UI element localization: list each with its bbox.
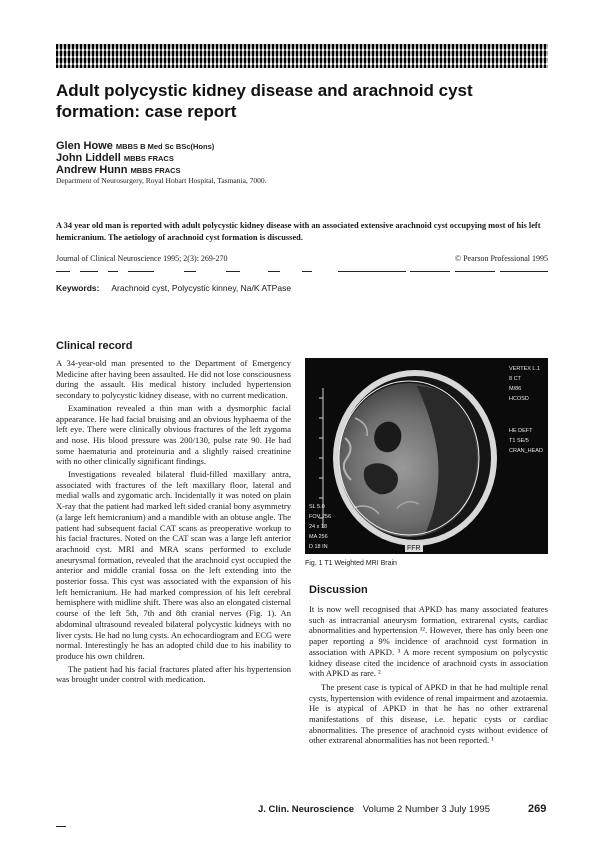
- rule-segment: [302, 271, 312, 272]
- rule-segment: [410, 271, 450, 272]
- footer-issue: Volume 2 Number 3 July 1995: [362, 804, 491, 815]
- author-name: Andrew Hunn: [56, 164, 128, 176]
- page-number: 269: [528, 803, 547, 815]
- figure-caption: Fig. 1 T1 Weighted MRI Brain: [305, 560, 397, 567]
- paragraph: A 34-year-old man presented to the Department of Emergency Medicine after having been assaulted. He did not lose consciousness during the assault. His medical history included hypertension secondary to polycystic kidney disease, with no current medication.: [56, 358, 291, 401]
- rule-segment: [184, 271, 196, 272]
- copyright: © Pearson Professional 1995: [455, 254, 548, 263]
- rule-segment: [268, 271, 280, 272]
- paragraph: It is now well recognised that APKD has many associated features such as intracranial aneurysm formation, extrarenal cysts, cardiac abnormalities and hypertension ¹². However, there has only been one paper reporting a 9% incidence of arachnoid cyst formation in association with APKD. ³ A more recent symposium on polycystic kidney disease cited the incidence of arachnoid cysts in association with APKD as rare. ²: [309, 604, 548, 679]
- paragraph: The patient had his facial fractures plated after his hypertension was brought under control with medication.: [56, 663, 291, 685]
- scan-label: D 18 IN: [309, 544, 328, 550]
- article-title: Adult polycystic kidney disease and arachnoid cyst formation: case report: [56, 81, 473, 121]
- scan-label: M/86: [509, 386, 522, 392]
- keywords-label: Keywords:: [56, 283, 100, 293]
- journal-banner: [56, 44, 548, 68]
- author-name: Glen Howe: [56, 140, 113, 152]
- rule-segment: [108, 271, 118, 272]
- paragraph: Investigations revealed bilateral fluid-filled maxillary antra, associated with fractures of the left maxillary floor, lateral and medial walls and zygomatic arch. Incidentally it was noted on plain X-ray that the patient had marked left sided cranial bony asymmetry (a large left hemicranium) and a mandible with an obtuse angle. The patient had subsequent facial CAT scans as preoperative workup to his facial fractures. Noted on the CAT scan was a large left anterior arachnoid cyst. MRI and MRA scans performed to exclude aneurysmal formation, revealed that the arachnoid cyst occupied the anterior and middle cranial fossa on the left extending into the posterior fossa. This cyst was associated with the expansion of his left hemicranium. He had marked compression of his left cerebral hemisphere with midline shift. There was also an elongated cisternal course of the left 5th, 7th and 8th cranial nerves (Fig. 1). An abdominal ultrasound revealed bilateral polycystic kidneys with no liver cysts. He had no lung cysts. An echocardiogram and ECG were normal. Interestingly he has an adopted child due to his inability to produce his own children.: [56, 469, 291, 661]
- scan-label: FOV 256: [309, 514, 332, 520]
- orientation-marker: FFR: [407, 545, 421, 552]
- author-degrees: MBBS FRACS: [130, 166, 181, 175]
- abstract: A 34 year old man is reported with adult polycystic kidney disease with an associated extensive arachnoid cyst occupying most of his left hemicranium. The aetiology of arachnoid cyst formation is discussed.: [56, 221, 541, 242]
- paragraph: The present case is typical of APKD in that he had multiple renal cysts, hypertension with evidence of renal impairment and azotaemia. He is atypical of APKD in that he has no other extrarenal manifestations of this disease, i.e. hepatic cysts or cardiac abnormalities. The presence of arachnoid cysts without evidence of other extrarenal abnormalities has not been reported. ¹: [309, 681, 548, 746]
- paragraph: Examination revealed a thin man with a dysmorphic facial appearance. He had facial bruising and an obvious hyphaema of the left eye. There were clinically obvious fractures of the left zygoma and nose. His blood pressure was 200/130, pulse rate 90. He had some haematuria and proteinuria and a slightly raised creatinine with no other clinically significant findings.: [56, 402, 291, 467]
- discussion-heading: Discussion: [309, 584, 368, 596]
- rule-segment: [80, 271, 98, 272]
- mri-figure: [305, 358, 548, 554]
- rule-segment: [56, 271, 70, 272]
- rule-segment: [338, 271, 406, 272]
- mri-brain-image: [305, 358, 548, 554]
- author-degrees: MBBS FRACS: [123, 154, 174, 163]
- scan-label: CRAN_HEAD: [509, 448, 543, 454]
- scan-label: VERTEX L.1: [509, 366, 541, 372]
- rule-segment: [226, 271, 240, 272]
- scan-label: MA 256: [309, 534, 328, 540]
- affiliation: Department of Neurosurgery, Royal Hobart Hospital, Tasmania, 7000.: [56, 176, 267, 185]
- footer-journal: J. Clin. Neuroscience: [258, 804, 355, 815]
- author-degrees: MBBS B Med Sc BSc(Hons): [115, 142, 215, 151]
- clinical-record-body: [56, 358, 291, 685]
- clinical-record-heading: Clinical record: [56, 340, 133, 352]
- discussion-body: [309, 604, 548, 746]
- scan-label: SL 5.0: [309, 504, 325, 510]
- footnote-rule: [56, 826, 66, 827]
- author-1: [56, 140, 214, 152]
- page-footer: [258, 804, 490, 815]
- author-name: John Liddell: [56, 152, 121, 164]
- keywords-list: Arachnoid cyst, Polycystic kinney, Na/K ATPase: [111, 283, 292, 293]
- keywords: [56, 283, 291, 293]
- journal-reference: Journal of Clinical Neuroscience 1995; 2(3): 269-270: [56, 254, 228, 263]
- scan-label: 24 x 18: [309, 524, 328, 530]
- rule-segment: [455, 271, 495, 272]
- scan-label: HE DEFT: [509, 428, 533, 434]
- scan-label: T1 SE/5: [509, 438, 529, 444]
- scan-label: HCOSD: [509, 396, 529, 402]
- author-2: [56, 152, 174, 164]
- rule-segment: [128, 271, 154, 272]
- scan-label: 8 CT: [509, 376, 521, 382]
- rule-segment: [500, 271, 548, 272]
- author-3: [56, 164, 181, 176]
